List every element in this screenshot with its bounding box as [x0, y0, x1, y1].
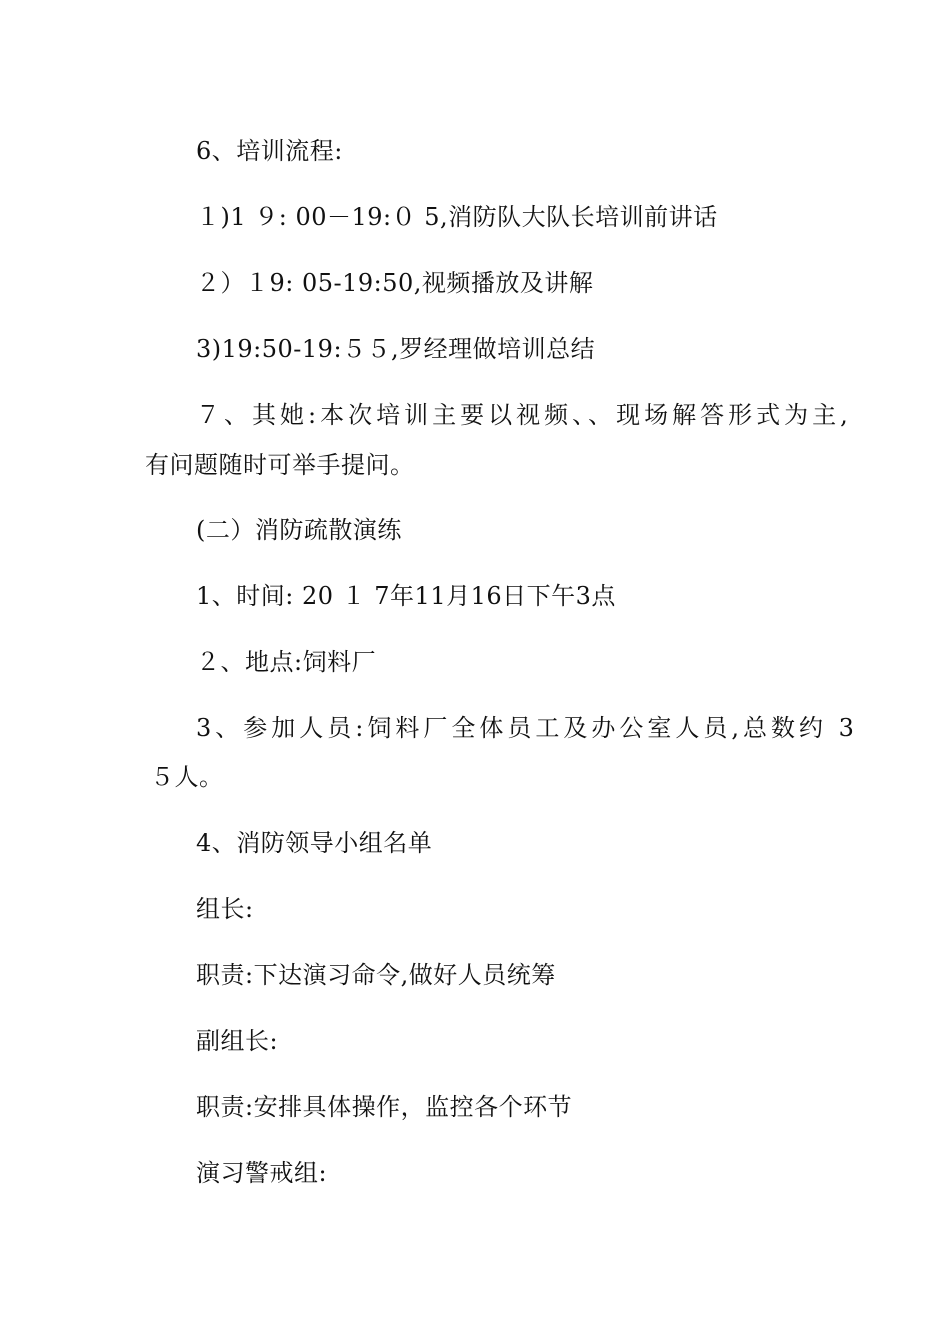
other-notes-line-2: 有问题随时可举手提问。 — [145, 451, 415, 479]
drill-participants-line-1: 3、参加人员:饲料厂全体员工及办公室人员,总数约 3 — [196, 714, 858, 742]
group-leader-label: 组长: — [196, 895, 254, 923]
heading-training-process: 6、培训流程: — [196, 137, 343, 165]
section-heading-evacuation-drill: (二）消防疏散演练 — [196, 516, 402, 544]
schedule-item-2: ２）１9: 05-19:50,视频播放及讲解 — [196, 269, 594, 297]
deputy-leader-label: 副组长: — [196, 1027, 279, 1055]
drill-security-group-label: 演习警戒组: — [196, 1159, 328, 1187]
other-notes-line-1: ７、其她:本次培训主要以视频、、现场解答形式为主, — [196, 401, 852, 429]
leadership-group-heading: 4、消防领导小组名单 — [196, 829, 433, 857]
group-leader-duty: 职责:下达演习命令,做好人员统筹 — [196, 961, 556, 989]
schedule-item-3: 3)19:50-19:５５,罗经理做培训总结 — [196, 335, 596, 363]
drill-participants-line-2: ５人。 — [150, 763, 224, 791]
deputy-leader-duty: 职责:安排具体操作，监控各个环节 — [196, 1093, 573, 1121]
drill-location: ２、地点:饲料厂 — [196, 648, 377, 676]
schedule-item-1: １)1 ９: 00－19:０ 5,消防队大队长培训前讲话 — [196, 203, 718, 231]
drill-time: 1、时间: 20 １ 7年11月16日下午3点 — [196, 582, 616, 610]
